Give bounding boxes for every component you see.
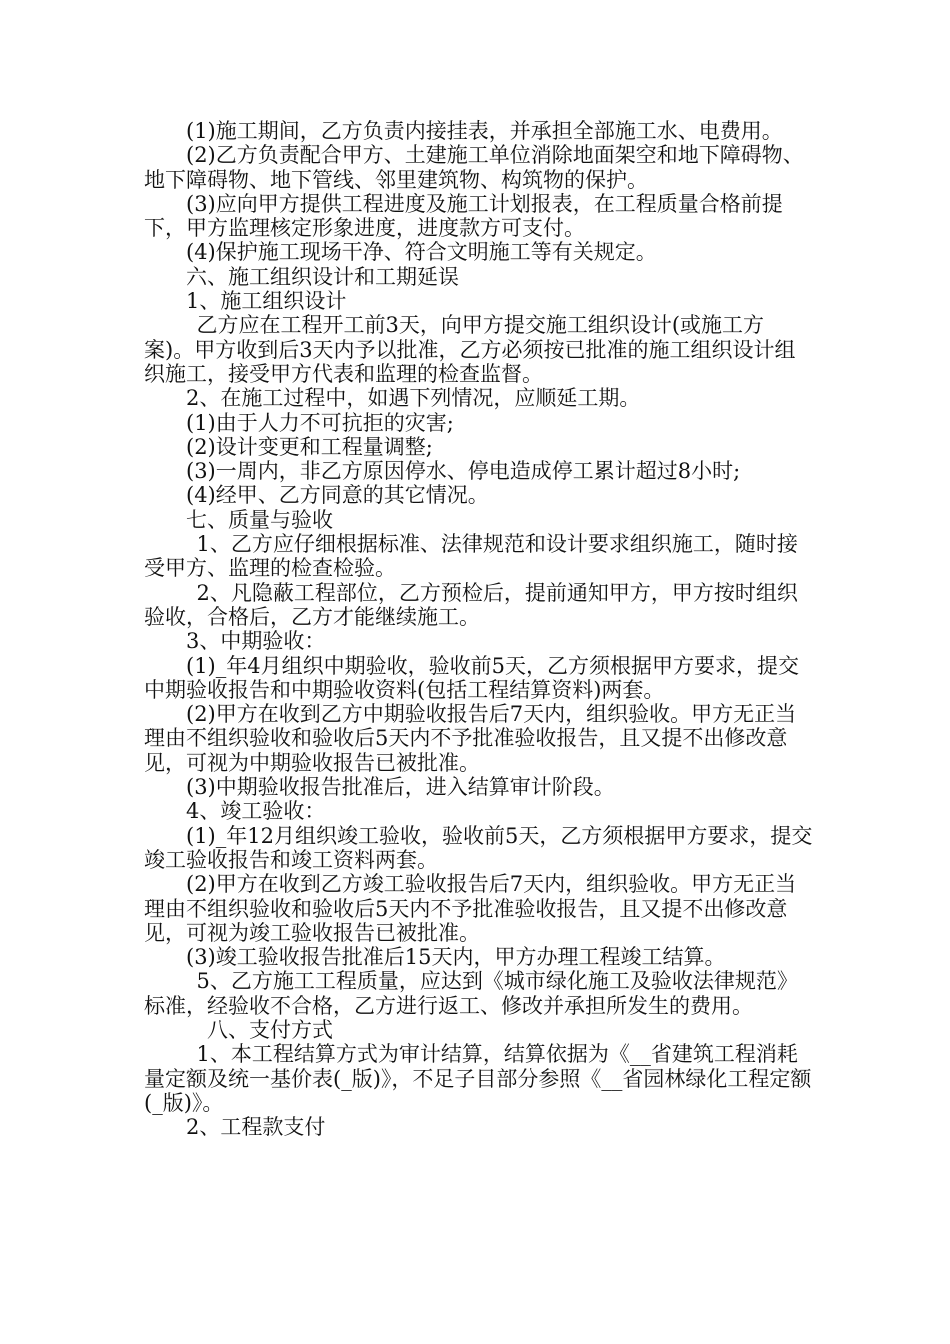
paragraph: 1、乙方应仔细根据标准、法律规范和设计要求组织施工，随时接受甲方、监理的检查检验。 xyxy=(144,532,798,581)
paragraph: (2)设计变更和工程量调整; xyxy=(186,434,433,459)
paragraph: (3)应向甲方提供工程进度及施工计划报表，在工程质量合格前提下，甲方监理核定形象进度，进度款方可支付。 xyxy=(144,191,783,241)
paragraph: (1)_年12月组织竣工验收，验收前5天，乙方须根据甲方要求，提交竣工验收报告和竣工资料两套。 xyxy=(144,823,813,872)
paragraph: (1)_年4月组织中期验收，验收前5天，乙方须根据甲方要求，提交中期验收报告和中期验收资料(包括工程结算资料)两套。 xyxy=(144,653,799,702)
subsection-heading: 1、施工组织设计 xyxy=(186,289,347,314)
subsection-heading: 3、中期验收： xyxy=(186,629,326,654)
paragraph: (2)甲方在收到乙方中期验收报告后7天内，组织验收。甲方无正当理由不组织验收和验收后5天内不予批准验收报告，且又提不出修改意见，可视为中期验收报告已被批准。 xyxy=(144,702,797,775)
paragraph: (1)施工期间，乙方负责内接挂表，并承担全部施工水、电费用。 xyxy=(186,119,783,143)
paragraph: (2)乙方负责配合甲方、土建施工单位消除地面架空和地下障碍物、地下障碍物、地下管线、邻里建筑物、构筑物的保护。 xyxy=(144,143,804,192)
paragraph: 2、在施工过程中，如遇下列情况，应顺延工期。 xyxy=(186,386,641,411)
paragraph: 2、凡隐蔽工程部位，乙方预检后，提前通知甲方，甲方按时组织验收，合格后，乙方才能继续施工。 xyxy=(144,580,798,629)
paragraph: (2)甲方在收到乙方竣工验收报告后7天内，组织验收。甲方无正当理由不组织验收和验收后5天内不予批准验收报告，且又提不出修改意见，可视为竣工验收报告已被批准。 xyxy=(144,872,797,945)
paragraph: 1、本工程结算方式为审计结算，结算依据为《__省建筑工程消耗量定额及统一基价表(_版)》，不足子目部分参照《__省园林绿化工程定额(_版)》。 xyxy=(144,1042,812,1115)
paragraph: 5、乙方施工工程质量，应达到《城市绿化施工及验收法律规范》标准，经验收不合格，乙方进行返工、修改并承担所发生的费用。 xyxy=(144,969,798,1018)
subsection-heading: 4、竣工验收： xyxy=(186,799,326,824)
paragraph: (3)一周内，非乙方原因停水、停电造成停工累计超过8小时; xyxy=(186,459,741,484)
paragraph: (3)中期验收报告批准后，进入结算审计阶段。 xyxy=(186,775,615,800)
document-body xyxy=(144,119,814,1139)
paragraph: 乙方应在工程开工前3天，向甲方提交施工组织设计(或施工方案)。甲方收到后3天内予以批准，乙方必须按已批准的施工组织设计组织施工，接受甲方代表和监理的检查监督。 xyxy=(144,313,796,386)
paragraph: (4)保护施工现场干净、符合文明施工等有关规定。 xyxy=(186,240,657,265)
section-heading: 六、施工组织设计和工期延误 xyxy=(186,264,459,289)
subsection-heading: 2、工程款支付 xyxy=(186,1115,326,1140)
paragraph: (3)竣工验收报告批准后15天内，甲方办理工程竣工结算。 xyxy=(186,945,726,970)
section-heading: 七、质量与验收 xyxy=(186,507,333,532)
paragraph: (4)经甲、乙方同意的其它情况。 xyxy=(186,483,489,508)
paragraph: (1)由于人力不可抗拒的灾害; xyxy=(186,410,454,435)
section-heading: 八、支付方式 xyxy=(207,1017,333,1042)
